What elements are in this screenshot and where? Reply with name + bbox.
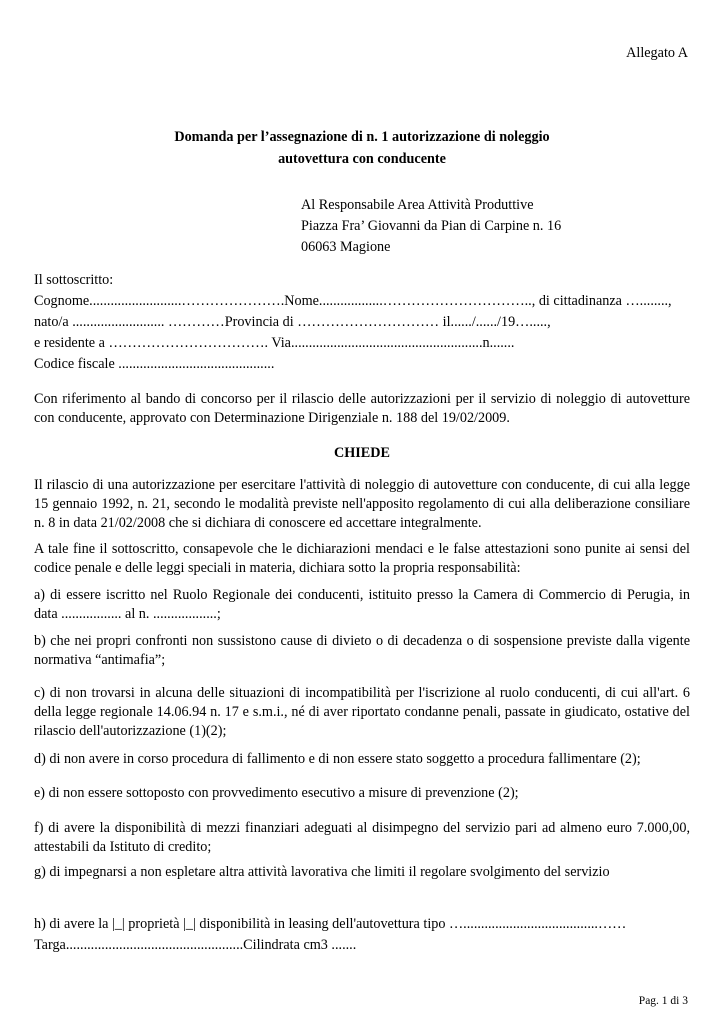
page-number: Pag. 1 di 3	[638, 995, 688, 1007]
recipient-line-2: Piazza Fra’ Giovanni da Pian di Carpine n. 16	[301, 218, 562, 234]
title-line-2: autovettura con conducente	[278, 151, 446, 167]
declaration-item-h-line-1: h) di avere la |_| proprietà |_| disponibilità in leasing dell'autovettura tipo …......................................……	[34, 916, 627, 932]
declaration-item-a: a) di essere iscritto nel Ruolo Regionale dei conducenti, istituito presso la Camera di Commercio di Perugia, in data ................. al n. ..................;	[34, 587, 690, 622]
title-line-1: Domanda per l’assegnazione di n. 1 autorizzazione di noleggio	[174, 129, 550, 145]
declaration-item-c: c) di non trovarsi in alcuna delle situazioni di incompatibilità per l'iscrizione al ruolo conducenti, di cui all'art. 6 della legge regionale 14.06.94 n. 17 e s.m.i., né di aver riportato condanne penali, passate in giudicato, ostative del rilascio dell'autorizzazione (1)(2);	[34, 685, 690, 739]
declaration-intro: A tale fine il sottoscritto, consapevole che le dichiarazioni mendaci e le false attestazioni sono punite ai sensi del codice penale e delle leggi speciali in materia, dichiara sotto la propria responsabilità:	[34, 541, 690, 576]
applicant-line-fiscal-code: Codice fiscale ............................................	[34, 356, 275, 372]
request-paragraph: Il rilascio di una autorizzazione per esercitare l'attività di noleggio di autovetture con conducente, di cui alla legge 15 gennaio 1992, n. 21, secondo le modalità previste nell'apposito regolamento di cui alla deliberazione consiliare n. 8 in data 21/02/2008 che si dichiara di conoscere ed accettare integralmente.	[34, 477, 690, 531]
declaration-item-h	[34, 914, 690, 956]
reference-paragraph: Con riferimento al bando di concorso per il rilascio delle autorizzazioni per il servizio di noleggio di autovetture con conducente, approvato con Determinazione Dirigenziale n. 188 del 19/02/2009.	[34, 391, 690, 426]
declaration-item-e: e) di non essere sottoposto con provvedimento esecutivo a misure di prevenzione (2);	[34, 785, 519, 801]
recipient-line-1: Al Responsabile Area Attività Produttive	[301, 197, 534, 213]
recipient-address	[301, 195, 561, 258]
applicant-line-name: Cognome..........................………………….Nome..................………………………….., di cittadinanza …........,	[34, 293, 672, 309]
declaration-item-g: g) di impegnarsi a non espletare altra attività lavorativa che limiti il regolare svolgimento del servizio	[34, 864, 610, 880]
declaration-item-f: f) di avere la disponibilità di mezzi finanziari adeguati al disimpegno del servizio pari ad almeno euro 7.000,00, attestabili da Istituto di credito;	[34, 820, 690, 855]
applicant-line-residence: e residente a ……………………………. Via......................................................n.......	[34, 335, 515, 351]
applicant-section	[34, 270, 690, 375]
recipient-line-3: 06063 Magione	[301, 239, 391, 255]
declaration-item-b: b) che nei propri confronti non sussistono cause di divieto o di decadenza o di sospensione previste dalla vigente normativa “antimafia”;	[34, 633, 690, 668]
attachment-label: Allegato A	[626, 45, 688, 61]
applicant-line-birth: nato/a .......................... …………Provincia di ………………………… il....../....../19….....,	[34, 314, 551, 330]
document-title	[0, 126, 724, 170]
declaration-item-h-line-2: Targa..................................................Cilindrata cm3 .......	[34, 937, 357, 953]
declaration-item-d: d) di non avere in corso procedura di fallimento e di non essere stato soggetto a procedura fallimentare (2);	[34, 751, 641, 767]
applicant-intro: Il sottoscritto:	[34, 272, 114, 288]
chiede-heading: CHIEDE	[334, 445, 390, 461]
